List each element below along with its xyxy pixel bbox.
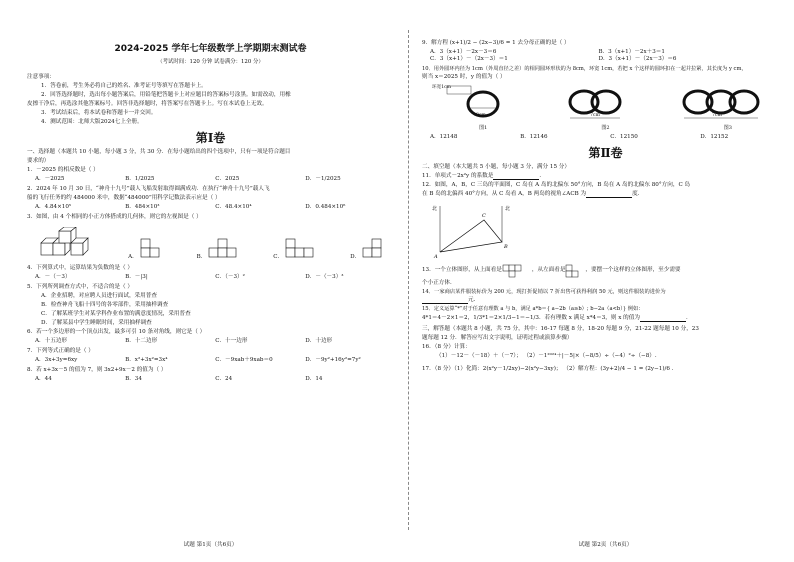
q2-option-a: A．4.84×10⁵ [35,203,72,210]
q5-option-d: D．了解某县中学生睡眠时间，采用抽样调查 [41,319,152,326]
q11-blank[interactable] [493,173,539,180]
q3-figures [27,223,394,263]
q7-options [27,357,394,364]
q9-stem: 9．解方程 (x+1)/2 − (2x−3)/6 = 1 去分母正确的是（ ） [422,40,570,46]
q5-stem: 5．下列所列调查方式中，不适合的是（ ） [27,283,134,290]
q10-line-2: 则当 x＝2025 时，y 的值为（ ） [422,74,506,81]
ring-measure-3: 7cm [712,113,722,119]
triangle-abc-diagram [422,200,542,262]
section-3-line-1: 三，解答题（本题共 8 小题，共 75 分，其中：16-17 每题 8 分，18-20 每题 9 分，21-22 题每题 10 分，23 [422,325,699,332]
q9-option-d: D．3（x+1）－（2x－3）＝6 [598,55,677,62]
q12-triangle-figure [422,200,789,262]
exam-title: 2024-2025 学年七年级数学上学期期末测试卷 [114,44,307,54]
q1-option-a: A．－2025 [35,175,65,182]
section-2-intro: 二、填空题（本大题共 5 小题，每小题 3 分，满分 15 分） [422,163,570,170]
q8-options [27,376,394,383]
q12-blank[interactable] [586,191,632,198]
note-2b: 皮擦干净后，再选涂其他答案标号。回答非选择题时，将答案写在答题卡上。写在本试卷上无效。 [27,100,268,107]
q15-blank[interactable] [640,315,686,322]
q1-option-c: C．2025 [215,175,240,182]
q17-line: 17．（8 分）（1）化简：2(x²y－1/2xy)−2(x²y−3xy)； （2）解方程：(3y+2)/4 − 1 = (2y−1)/6 . [422,365,674,372]
ring-width-label: 环宽1cm [432,85,452,91]
option-d-view-icon [362,238,384,258]
q9-option-a: A．3（x+1）－2x－3＝6 [430,48,497,55]
q2-option-b: B．484×10³ [125,203,160,210]
footer-left: 试题 第1页（共6页） [183,542,238,548]
caption-fig3: 图3 [723,125,732,132]
q4-option-b: B．－|3| [125,273,148,280]
q14-line-2: 元. [422,297,789,304]
q15-line-1: 15．定义运算“*”对于任意有理数 a 与 b，满足 a*b＝{ a−2b（a≥b）; b−2a（a<b）} 例如： [422,306,644,313]
q15-line-2: 4*1＝4－2×1＝2，1/3*1＝2×1/3−1＝−1/3．若有理数 x 满足 x*4＝3，则 x 的值为 ． [422,314,692,321]
q9-option-c: C．3（x+1）－（2x－3）＝1 [430,55,508,62]
section-1-intro-a: 一、选择题（本题共 10 小题，每小题 3 分，共 30 分．在每小题给出的四个选项中，只有一项是符合题目 [27,148,291,155]
q7-option-b: B．x²+3x²=3x⁴ [125,356,168,363]
q7-option-a: A．3x+3y=6xy [35,356,78,363]
north-label-2: 北 [505,205,511,212]
section-1-title: 第Ⅰ卷 [195,130,226,145]
ring-measure-2: 7cm [590,113,600,119]
q12-line-2: 在 B 岛的北偏西 40°方向，从 C 岛看 A，B 两岛的视角∠ACB 为 度. [422,190,640,197]
q3-option-b: B． [197,238,239,261]
q9-option-b: B．3（x+1）－2x＋3＝1 [598,48,665,55]
q1-options [27,176,394,183]
q4-options [27,274,394,281]
q12-line-1: 12．如图，A，B，C 三岛的平面图，C 岛在 A 岛的北偏东 50°方向，B 岛在 A 岛的北偏东 80°方向，C 岛 [422,181,691,188]
page-right [422,28,789,548]
q16-line-2: （1）－12－（－18）＋（－7）； （2）－1²⁰²⁴＋|－5|×（−8/5）÷（−4）²÷（−8）. [436,352,657,359]
north-label-1: 北 [432,205,438,212]
q6-option-d: D．十边形 [305,337,333,344]
q8-option-a: A．44 [35,375,52,382]
point-a-label: A [434,253,438,260]
left-view-icon [565,264,585,278]
q4-option-a: A．－（－3） [35,273,71,280]
q2-line-1: 2．2024 年 10 月 30 日，“神舟十九号”载人飞船发射取得圆满成功．在执行“神舟十九号”载人飞 [27,185,270,192]
q3-option-c: C． [273,238,315,261]
q4-option-d: D．－（－3）³ [305,273,344,280]
footer-right: 试题 第2页（共6页） [578,542,633,548]
q10-options [422,134,789,141]
section-3-line-2: 题每题 12 分．解答应写出文字说明，证明过程或演算步骤） [422,334,573,341]
section-2-title: 第Ⅱ卷 [588,145,623,160]
q8-stem: 8．若 x+3x－5 的值为 7，则 3x2+9x－2 的值为（ ） [27,366,167,373]
point-c-label: C [482,212,486,219]
q5-option-c: C．了解某班学生对某学科作业布置的满意度情况，采用普查 [41,310,191,317]
page-left [27,28,394,548]
top-view-icon [502,264,532,278]
q5-option-b: B．检查神舟飞船十四号的各零部件，采用抽样调查 [41,301,169,308]
page-divider [408,30,409,530]
q10-option-c: C．12150 [610,133,638,140]
note-4: 4．测试范围：北师大版2024七上全册。 [41,118,143,125]
cube-stack-figure [37,227,93,261]
q9-options [422,49,789,63]
q13-line-1: 13．一个立体图形，从上面看是 ，从左面看是 ，要摆一个这样的立体图形，至少需要 [422,264,789,278]
q1-option-d: D．－1/2025 [305,175,341,182]
q4-option-c: C．（－3）² [215,273,245,280]
q6-option-c: C．十一边形 [215,337,248,344]
note-1: 1．答卷前，考生务必将自己的姓名、准考证号等填写在答题卡上。 [41,82,207,89]
q11-stem: 11．单项式－2x²y 的系数是 ． [422,172,545,179]
q2-option-d: D．0.484×10⁶ [305,203,346,210]
point-b-label: B [504,243,508,250]
ring-measure-1: 8cm [476,113,486,119]
option-b-view-icon [208,238,238,258]
caption-fig2: 图2 [601,125,610,132]
q1-option-b: B．1/2025 [125,175,155,182]
option-a-view-icon [140,238,162,258]
q13-line-2: 个小正方体. [422,279,452,286]
caption-fig1: 图1 [479,125,488,132]
q6-stem: 6．若一个多边形的一个顶点出发，最多可引 10 条对角线，则它是（ ） [27,328,206,335]
q6-option-a: A．十五边形 [35,337,68,344]
q4-stem: 4．下列算式中，运算结果为负数的是（ ） [27,264,134,271]
section-1-intro-b: 要求的） [27,157,50,164]
q10-line-1: 10．用外圆环内径为 1cm（外周直径之差）的相同圆环形状的为 8cm，环宽 1cm，若把 x 个这样的圆环扣在一起并拉紧，其长度为 y cm， [422,65,747,72]
q6-option-b: B．十二边形 [125,337,158,344]
q14-line-1: 14．一家商店某件服装标价为 200 元，现打折促销以 7 折出售可获得利润 50 元，则这件服装的进价为 [422,288,666,295]
q7-option-d: D．－9y²+16y²=7y² [305,356,361,363]
q6-options [27,338,394,345]
q8-option-b: B．34 [125,375,142,382]
q2-line-2: 船的飞行任务的约 484000 米中，数据“484000”用科学记数法表示应是（ ） [27,194,221,201]
q3-option-d: D． [350,238,384,261]
q8-option-c: C．24 [215,375,233,382]
q1-stem: 1．－2025 的相反数是（ ） [27,166,99,173]
q10-option-a: A．12148 [430,133,458,140]
q2-option-c: C．48.4×10⁴ [215,203,252,210]
q3-stem: 3．如图，由 4 个相同的小正方体搭成的几何体，则它的左视图是（ ） [27,213,202,220]
q5-option-a: A．企业招聘，对应聘人员进行面试，采用普查 [41,292,157,299]
q16-line-1: 16．（8 分）计算： [422,343,471,350]
option-c-view-icon [285,238,315,258]
q3-option-a: A． [128,238,161,261]
q14-blank[interactable] [422,297,468,304]
q10-option-b: B．12146 [520,133,548,140]
q10-option-d: D．12152 [700,133,729,140]
q10-captions [422,125,789,131]
exam-subtitle: （考试时间：120 分钟 试卷满分：120 分） [157,59,264,66]
note-2a: 2．回答选择题时，选出每小题答案后，用铅笔把答题卡上对应题目的答案标号涂黑。如需改动，用橡 [41,91,291,98]
note-3: 3．考试结束后，将本试卷和答题卡一并交回。 [41,109,157,116]
q8-option-d: D．14 [305,375,323,382]
notes-heading: 注意事项： [27,74,55,80]
q7-option-c: C．－9xab＋9xab＝0 [215,356,273,363]
q7-stem: 7．下列等式正确的是（ ） [27,347,94,354]
q2-options [27,204,394,211]
